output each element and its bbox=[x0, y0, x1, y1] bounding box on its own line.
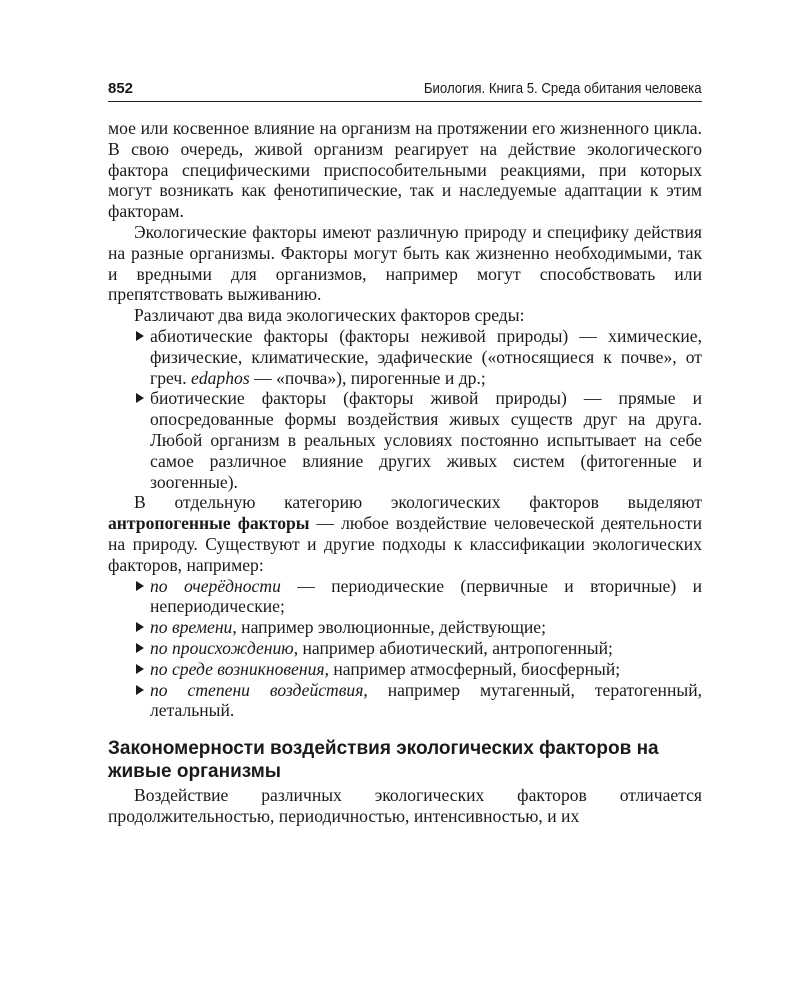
greek-term: edaphos bbox=[191, 367, 250, 388]
paragraph-1: мое или косвенное влияние на организм на протяжении его жизненного цикла. В свою очередь, живой организм реагирует на действие экологического фактора специфическими приспособительными реакциями, при которых могут возникать как фенотипические, так и наследуемые адаптации к этим факторам. bbox=[108, 118, 702, 222]
list-item-biotic: биотические факторы (факторы живой природы) — прямые и опосредованные формы воздействия живых существ друг на друга. Любой организм в реальных условиях постоянно испытывает на себе самое различное влияние других живых систем (фитогенные и зоогенные). bbox=[134, 388, 702, 492]
list-item: по времени, например эволюционные, действующие; bbox=[134, 617, 702, 638]
list-item-abiotic: абиотические факторы (факторы неживой природы) — химические, физические, климатические, эдафические («относящиеся к почве», от греч. edaphos — «почва»), пирогенные и др.; bbox=[134, 326, 702, 388]
page-number: 852 bbox=[108, 80, 134, 97]
list-item: по происхождению, например абиотический, антропогенный; bbox=[134, 638, 702, 659]
book-page bbox=[108, 80, 702, 827]
section-heading: Закономерности воздействия экологических факторов на живые организмы bbox=[108, 738, 659, 783]
list-item: по степени воздействия, например мутагенный, тератогенный, летальный. bbox=[134, 680, 702, 722]
paragraph-4: В отдельную категорию экологических факторов выделяют антропогенные факторы — любое воздействие человеческой деятельности на природу. Существуют и другие подходы к классификации экологических факторов, например: bbox=[108, 492, 702, 575]
running-title: Биология. Книга 5. Среда обитания человека bbox=[424, 80, 702, 97]
factor-types-list bbox=[108, 326, 702, 492]
bold-term: антропогенные факторы bbox=[108, 513, 310, 534]
paragraph-3: Различают два вида экологических факторов среды: bbox=[134, 305, 525, 326]
running-header bbox=[108, 80, 702, 102]
list-item: по очерёдности — периодические (первичные и вторичные) и непериодические; bbox=[134, 576, 702, 618]
paragraph-2: Экологические факторы имеют различную природу и специфику действия на разные организмы. Факторы могут быть как жизненно необходимыми, так и вредными для организмов, например могут способствовать или препятствовать выживанию. bbox=[108, 221, 702, 305]
paragraph-5: Воздействие различных экологических факторов отличается продолжительностью, периодичностью, интенсивностью, и их bbox=[108, 785, 702, 826]
list-item: по среде возникновения, например атмосферный, биосферный; bbox=[134, 659, 702, 680]
classification-list bbox=[108, 576, 702, 722]
